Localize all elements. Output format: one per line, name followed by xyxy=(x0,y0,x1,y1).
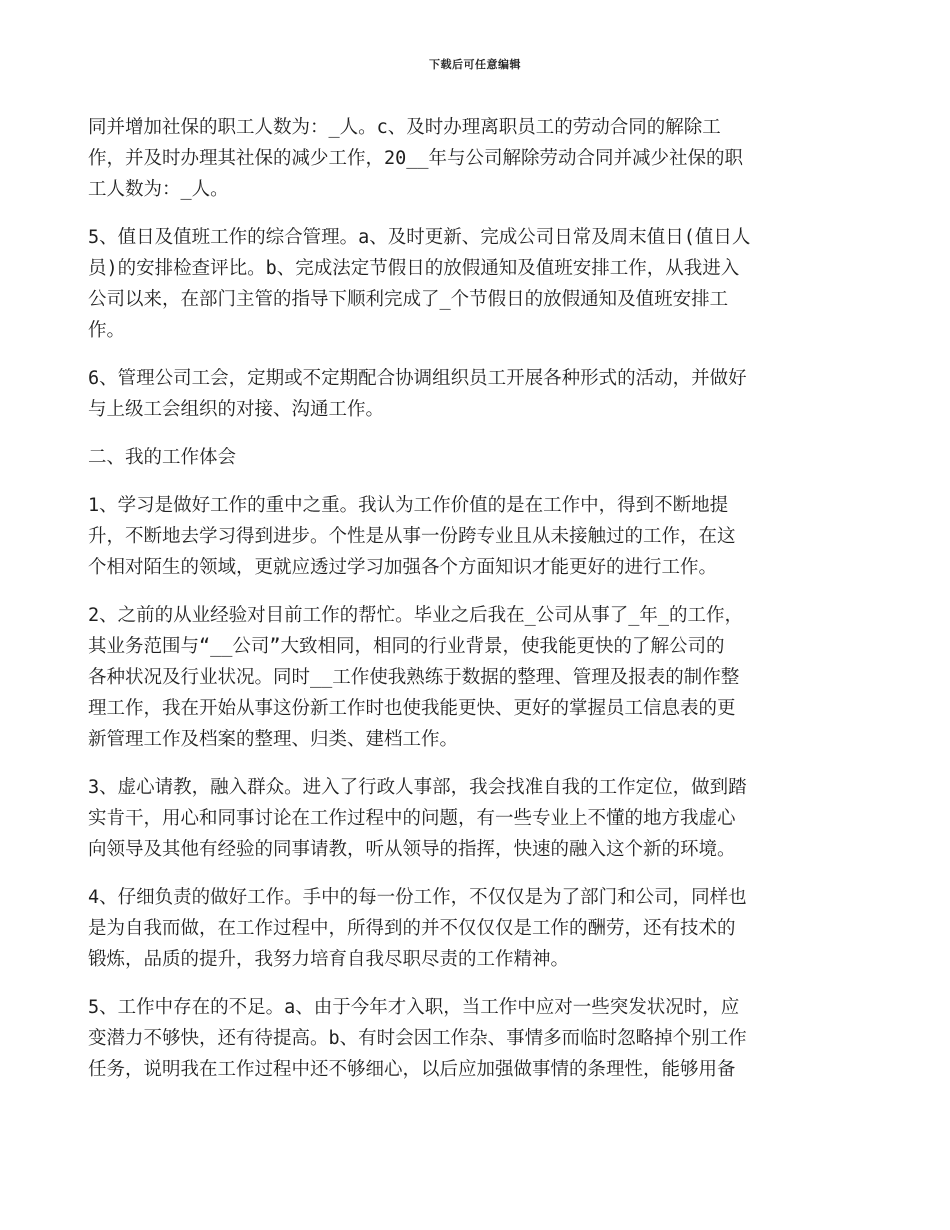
paragraph-duty-management xyxy=(88,222,864,346)
text-line: 其业务范围与“__公司”大致相同，相同的行业背景，使我能更快的了解公司的 xyxy=(88,636,725,657)
text-line: 作，并及时办理其社保的减少工作，20__年与公司解除劳动合同并减少社保的职 xyxy=(88,148,744,169)
text-line: 员)的安排检查评比。b、完成法定节假日的放假通知及值班安排工作，从我进入 xyxy=(88,258,740,279)
text-line: 各种状况及行业状况。同时__工作使我熟练于数据的整理、管理及报表的制作整 xyxy=(88,667,740,688)
paragraph-learning xyxy=(88,490,864,583)
text-line: 新管理工作及档案的整理、归类、建档工作。 xyxy=(88,729,459,750)
text-line: 作。 xyxy=(88,320,126,341)
text-line: 变潜力不够快，还有待提高。b、有时会因工作杂、事情多而临时忽略掉个别工作 xyxy=(88,1028,747,1049)
text-line: 升，不断地去学习得到进步。个性是从事一份跨专业且从未接触过的工作，在这 xyxy=(88,526,736,547)
text-line: 2、之前的从业经验对目前工作的帮忙。毕业之后我在_公司从事了_年_的工作， xyxy=(88,605,744,626)
text-line: 3、虚心请教，融入群众。进入了行政人事部，我会找准自我的工作定位，做到踏 xyxy=(88,777,747,798)
text-line: 实肯干，用心和同事讨论在工作过程中的问题，有一些专业上不懂的地方我虚心 xyxy=(88,808,736,829)
text-line: 任务，说明我在工作过程中还不够细心，以后应加强做事情的条理性，能够用备 xyxy=(88,1059,736,1080)
text-line: 1、学习是做好工作的重中之重。我认为工作价值的是在工作中，得到不断地提 xyxy=(88,495,729,516)
text-line: 5、值日及值班工作的综合管理。a、及时更新、完成公司日常及周末值日(值日人 xyxy=(88,227,751,248)
text-line: 4、仔细负责的做好工作。手中的每一份工作，不仅仅是为了部门和公司，同样也 xyxy=(88,887,747,908)
paragraph-union xyxy=(88,363,864,425)
text-line: 与上级工会组织的对接、沟通工作。 xyxy=(88,399,385,420)
text-line: 工人数为：_人。 xyxy=(88,179,229,200)
text-line: 个相对陌生的领域，更就应透过学习加强各个方面知识才能更好的进行工作。 xyxy=(88,557,718,578)
section-heading xyxy=(88,442,864,473)
text-line: 同并增加社保的职工人数为：_人。c、及时办理离职员工的劳动合同的解除工 xyxy=(88,117,721,138)
paragraph-responsible xyxy=(88,882,864,975)
document-body xyxy=(88,112,864,1102)
paragraph-humble xyxy=(88,772,864,865)
section-heading-text: 二、我的工作体会 xyxy=(88,447,237,468)
text-line: 5、工作中存在的不足。a、由于今年才入职，当工作中应对一些突发状况时，应 xyxy=(88,997,740,1018)
paragraph-experience xyxy=(88,600,864,755)
text-line: 是为自我而做，在工作过程中，所得到的并不仅仅仅是工作的酬劳，还有技术的 xyxy=(88,918,736,939)
text-line: 锻炼，品质的提升，我努力培育自我尽职尽责的工作精神。 xyxy=(88,949,570,970)
text-line: 向领导及其他有经验的同事请教，听从领导的指挥，快速的融入这个新的环境。 xyxy=(88,839,736,860)
text-line: 6、管理公司工会，定期或不定期配合协调组织员工开展各种形式的活动，并做好 xyxy=(88,368,747,389)
paragraph-social-insurance xyxy=(88,112,864,205)
paragraph-shortcomings xyxy=(88,992,864,1085)
text-line: 理工作，我在开始从事这份新工作时也使我能更快、更好的掌握员工信息表的更 xyxy=(88,698,736,719)
page-header: 下载后可任意编辑 xyxy=(429,58,521,71)
text-line: 公司以来，在部门主管的指导下顺利完成了_个节假日的放假通知及值班安排工 xyxy=(88,289,729,310)
